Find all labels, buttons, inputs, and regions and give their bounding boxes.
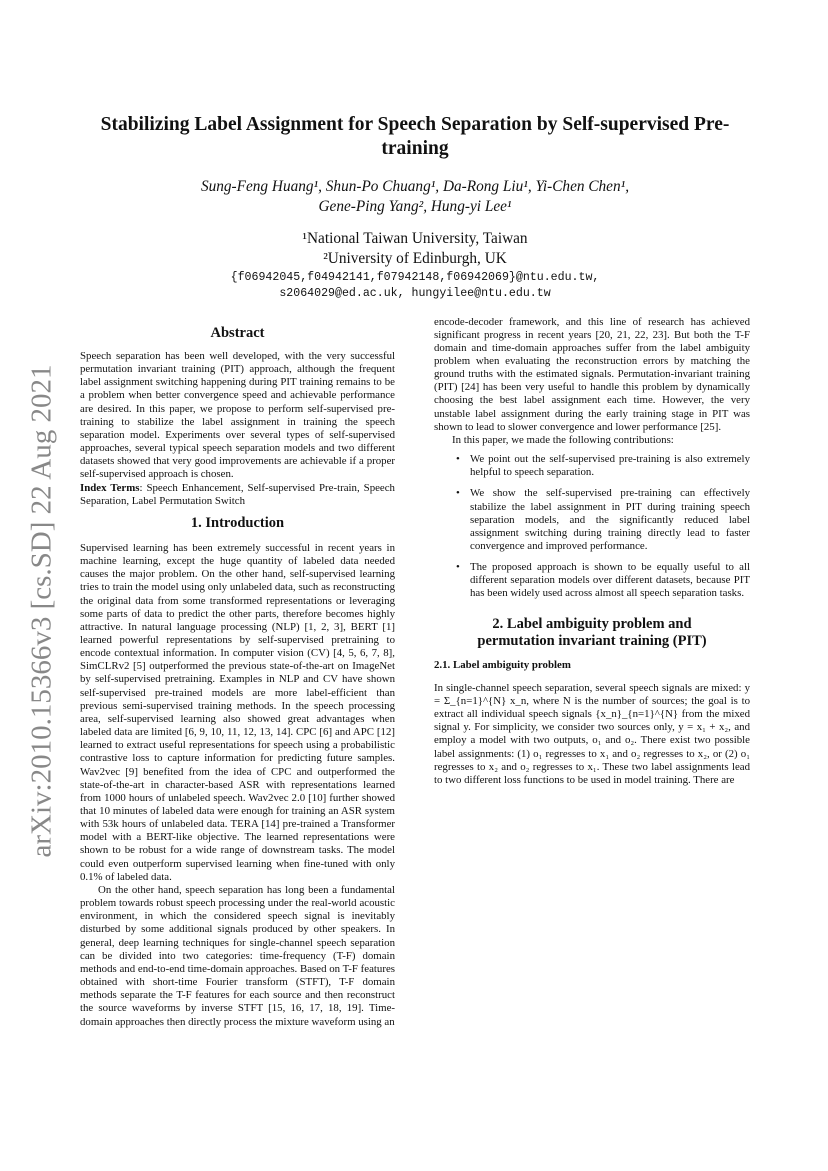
intro-paragraph-2: On the other hand, speech separation has long been a fundamental problem towards robust speech processing under the real-world acoustic environment, in which the considered speech signal is inevitably disturbed by some additional signals produced by other speakers. In general, deep learning techniques for single-channel speech separation can be divided into two categories: time-frequency (T-F) domain methods and end-to-end time-domain approaches. Based on T-F features obtained with short-time Fourier transform (STFT), T-F domain methods separate the T-F features for each source and then reconstruct the source waveforms by inverse STFT [15, 16, 17, 18, 19]. Time-domain approaches then directly process the mixture waveform using an [80, 883, 395, 1028]
author-line-2: Gene-Ping Yang², Hung-yi Lee¹ [318, 198, 512, 215]
author-list [90, 177, 740, 217]
email-line-1: {f06942045,f04942141,f07942148,f06942069}@ntu.edu.tw, [230, 271, 600, 284]
subsection-2-1-heading: 2.1. Label ambiguity problem [434, 658, 571, 671]
introduction-heading: 1. Introduction [190, 514, 285, 531]
bullet-icon: • [456, 487, 460, 500]
index-terms [80, 482, 395, 508]
section-2-paragraph-1: In single-channel speech separation, several speech signals are mixed: y = Σ_{n=1}^{N} x_n, where N is the number of sources; the goal is to extract all individual speech signals {x_n}_{n=1}^{N} from the mixed signal y. For simplicity, we consider two sources only, y = x₁ + x₂, and employ a model with two outputs, o₁ and o₂. There exist two possible label assignments: (1) o₁ regresses to x₁ and o₂ regresses to x₂, or (2) o₁ regresses to x₂ and o₂ regresses to x₁. These two label assignments lead to two different loss functions to be used in model training. There are [434, 681, 750, 786]
bullet-icon: • [456, 561, 460, 574]
contribution-text: We point out the self-supervised pre-training is also extremely helpful to speech separation. [470, 453, 750, 479]
index-terms-text: : Speech Enhancement, Self-supervised Pre-train, Speech Separation, Label Permutation Switch [80, 481, 395, 507]
contributions-list [434, 453, 750, 601]
section-2-heading-line-2: permutation invariant training (PIT) [477, 633, 707, 650]
author-line-1: Sung-Feng Huang¹, Shun-Po Chuang¹, Da-Rong Liu¹, Yi-Chen Chen¹, [200, 178, 630, 195]
contribution-text: We show the self-supervised pre-training can effectively stabilize the label assignment in PIT during training speech separation models, and the significantly reduced label assignment switching during training directly lead to faster convergence and improved performance. [470, 487, 750, 552]
author-emails [90, 270, 740, 302]
bullet-icon: • [456, 453, 460, 466]
affiliations [90, 229, 740, 268]
email-line-2: s2064029@ed.ac.uk, hungyilee@ntu.edu.tw [279, 287, 551, 300]
arxiv-identifier: arXiv:2010.15366v3 [cs.SD] 22 Aug 2021 [25, 364, 58, 858]
intro-paragraph-2-continued: encode-decoder framework, and this line of research has achieved significant progress in recent years [20, 21, 22, 23]. But both the T-F domain and time-domain approaches suffer from the label ambiguity problem when evaluating the reconstruction errors by matching the ground truths with the estimated signals. Permutation-invariant training (PIT) [24] has been very useful to handle this problem by dynamically choosing the best label assignment each time. However, the very unstable label assignment during the early training stage in PIT was shown to lead to slower convergence and lower performance [25]. [434, 315, 750, 433]
paper-title: Stabilizing Label Assignment for Speech Separation by Self-supervised Pre-training [100, 114, 730, 159]
arxiv-side-stamp [12, 362, 72, 860]
section-2-heading [434, 616, 750, 651]
affiliation-2: ²University of Edinburgh, UK [323, 249, 507, 267]
contributions-intro: In this paper, we made the following contributions: [452, 433, 674, 446]
abstract-text: Speech separation has been well developed, with the very successful permutation invariant training (PIT) approach, although the frequent label assignment switching happening during PIT training remains to be a problem when better convergence speed and achievable performance are desired. In this paper, we propose to perform self-supervised pre-training to stabilize the label assignment in training the speech separation model. Experiments over several types of self-supervised approaches, several typical speech separation models and two different datasets showed that very good improvements are achievable if a proper self-supervised approach is chosen. [80, 350, 395, 481]
list-item [456, 561, 750, 600]
index-terms-label: Index Terms [80, 481, 140, 494]
list-item [456, 453, 750, 479]
list-item [456, 487, 750, 553]
section-2-heading-line-1: 2. Label ambiguity problem and [492, 615, 692, 632]
left-column [80, 326, 395, 1029]
abstract-heading: Abstract [210, 325, 265, 341]
right-column [434, 315, 750, 787]
contribution-text: The proposed approach is shown to be equally useful to all different separation models over different datasets, because PIT has been widely used across almost all speech separation tasks. [470, 561, 750, 600]
intro-paragraph-1: Supervised learning has been extremely successful in recent years in machine learning, except the huge quantity of labeled data needed causes the major problem. On the other hand, self-supervised learning tries to train the model using only unlabeled data, such as reconstructing the original data from some transformed representations or leveraging some parts of data to predict the other parts, therefore becomes highly attractive. In natural language processing (NLP) [1, 2, 3], BERT [1] learned powerful representations by self-supervised pretraining to encode contextual information. In computer vision (CV) [4, 5, 6, 7, 8], SimCLRv2 [5] outperformed the previous state-of-the-art on ImageNet by self-supervised pretraining. Examples in NLP and CV have shown self-supervised pre-trained models are more label-efficient than previous semi-supervised training methods. In the speech processing area, self-supervised learning also showed great advantages when labeled data are limited [6, 9, 10, 11, 12, 13, 14]. CPC [6] and APC [12] learned to extract useful representations for speech using a probabilistic contrastive loss to capture information for predicting future samples. Wav2vec [9] benefited from the idea of CPC and outperformed the state-of-the-art in character-based ASR with representations learned from 1000 hours of unlabeled speech. Wav2vec 2.0 [10] further showed that 10 minutes of labeled data were enough for training an ASR system with 53k hours of unlabeled data. TERA [14] pre-trained a Transformer model with a BERT-like objective. The learned representations were shown to be robust for a wide range of downstream tasks. The model could even outperform supervised learning when fine-tuned with only 0.1% of labeled data. [80, 541, 395, 883]
affiliation-1: ¹National Taiwan University, Taiwan [302, 230, 528, 247]
